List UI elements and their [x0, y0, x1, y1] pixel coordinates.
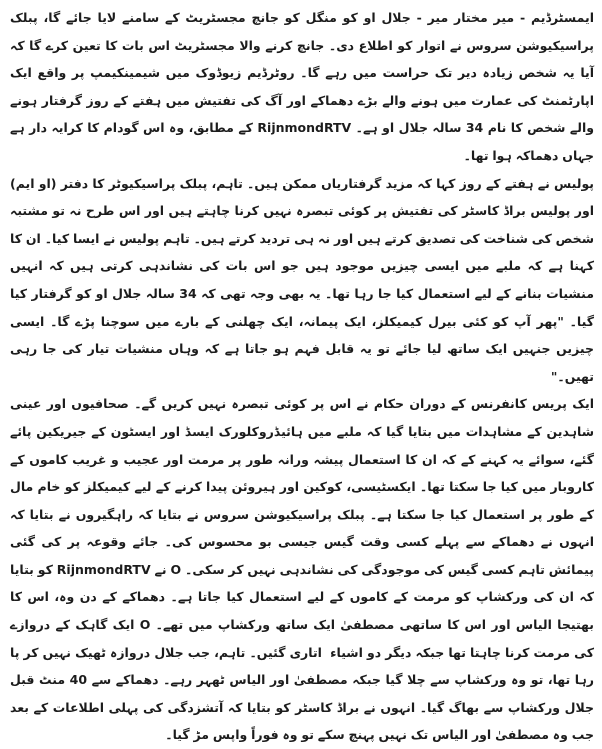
- article-paragraph: ایک پریس کانفرنس کے دوران حکام نے اس پر کوئی تبصرہ نہیں کریں گے۔ صحافیوں اور عینی شاہدین کے مشاہدات میں بتایا گیا کہ ملبے میں ہائیڈروکلورک ایسڈ اور ایسٹون کے جیریکین پائے گئے، سوائے یہ کہنے کے کہ ان کا استعمال پیشہ ورانہ طور پر مرمت اور عجیب و غریب کاموں کے کاروبار میں کیا جا سکتا تھا۔ ایکسٹیسی، کوکین اور ہیروئن پیدا کرنے کے لیے کیمیکلز کو خام مال کے طور پر استعمال کیا جا سکتا ہے۔ پبلک پراسیکیوشن سروس نے بتایا کہ راہگیروں نے بتایا کہ انہوں نے دھماکے سے پہلے کسی وقت گیس جیسی بو محسوس کی۔ جائے وقوعہ پر کی گئی پیمائش تاہم کسی گیس کی موجودگی کی نشاندہی نہیں کر سکی۔ O نے RijnmondRTV کو بتایا کہ ان کی ورکشاپ کو مرمت کے کاموں کے لیے استعمال کیا جاتا ہے۔ دھماکے کے دن وہ، اس کا بھتیجا الیاس اور اس کا ساتھی مصطفیٰ ایک ساتھ ورکشاپ میں تھے۔ O ایک گاہک کے دروازے کی مرمت کرنا چاہتا تھا جبکہ دیگر دو اشیاء ￼ اتاری گئیں۔ تاہم، جب جلال دروازہ ٹھیک نہیں کر پا رہا تھا، تو وہ ورکشاپ سے چلا گیا جبکہ مصطفیٰ اور الیاس ٹھہر رہے۔ دھماکے سے 40 منٹ قبل جلال ورکشاپ سے بھاگ گیا۔ انہوں نے براڈ کاسٹر کو بتایا کہ آتشزدگی کی پہلی اطلاعات کے بعد جب وہ مصطفیٰ اور الیاس تک نہیں پہنچ سکے تو وہ فوراً واپس مڑ گیا۔: [10, 396, 594, 743]
- article-paragraph: پولیس نے ہفتے کے روز کہا کہ مزید گرفتاریاں ممکن ہیں۔ تاہم، پبلک پراسیکیوٹر کا دفتر (او ایم) اور پولیس براڈ کاسٹر کی تفتیش پر کوئی تبصرہ نہیں کرنا چاہتے ہیں اور اس طرح نہ تو مشتبہ شخص کی شناخت کی تصدیق کرتے ہیں اور نہ ہی تردید کرتے ہیں۔ تاہم پولیس نے ایسا کیا۔ ان کا کہنا ہے کہ ملبے میں ایسی چیزیں موجود ہیں جو اس بات کی نشاندہی کرتی ہیں کہ انہیں منشیات بنانے کے لیے استعمال کیا جا رہا تھا۔ یہ بھی وجہ تھی کہ 34 سالہ جلال او کو گرفتار کیا گیا۔ "پھر آپ کو کئی بیرل کیمیکلز، ایک پیمانہ، ایک چھلنی کے بارے میں سوچنا پڑے گا۔ ایسی چیزیں جنہیں ایک ساتھ لیا جائے تو یہ قابل فہم ہو جاتا ہے کہ وہاں منشیات تیار کی جا رہی تھیں۔": [10, 175, 594, 384]
- article-paragraph: ایمسٹرڈیم - میر مختار میر - جلال او کو منگل کو جانچ مجسٹریٹ کے سامنے لایا جائے گا، پبلک پراسیکیوشن سروس نے اتوار کو اطلاع دی۔ جانچ کرنے والا مجسٹریٹ اس بات کا تعین کرے گا کہ آیا یہ شخص زیادہ دیر تک حراست میں رہے گا۔ روٹرڈیم زیوڈوک میں شیمینکیمپ پر واقع ایک اپارٹمنٹ کی عمارت میں ہونے والے بڑے دھماکے اور آگ کی تفتیش میں ہفتے کے روز گرفتار ہونے والے شخص کا نام 34 سالہ جلال او ہے۔ RijnmondRTV کے مطابق، وہ اس گودام کا کرایہ دار ہے جہاں دھماکہ ہوا تھا۔: [10, 10, 594, 163]
